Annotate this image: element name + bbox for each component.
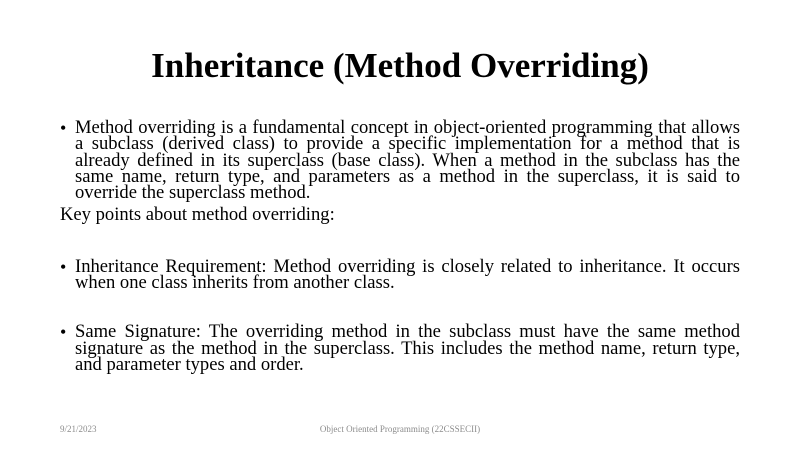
footer-course: Object Oriented Programming (22CSSECII) xyxy=(319,424,481,434)
bullet-item xyxy=(60,255,740,294)
bullet-text: Method overriding is a fundamental concept in object-oriented programming that allows a subclass (derived class) to provide a specific implementation for a method that is already defined in its superclass (base class). When a method in the subclass has the same name, return type, and parameters as a method in the superclass, it is said to override the superclass method. xyxy=(75,117,740,204)
bullet-text: Same Signature: The overriding method in the subclass must have the same method signature as the method in the superclass. This includes the method name, return type, and parameter types and order. xyxy=(75,321,740,375)
footer-date: 9/21/2023 xyxy=(60,424,97,434)
bullet-icon: • xyxy=(60,322,67,343)
bullet-text: Inheritance Requirement: Method overriding is closely related to inheritance. It occurs when one class inherits from another class. xyxy=(75,255,740,294)
bullet-icon: • xyxy=(60,256,67,277)
slide-content xyxy=(60,117,740,375)
bullet-item xyxy=(60,117,740,204)
bullet-item xyxy=(60,321,740,375)
slide-title: Inheritance (Method Overriding) xyxy=(151,46,649,85)
key-points-heading: Key points about method overriding: xyxy=(60,204,335,226)
bullet-icon: • xyxy=(60,118,67,138)
